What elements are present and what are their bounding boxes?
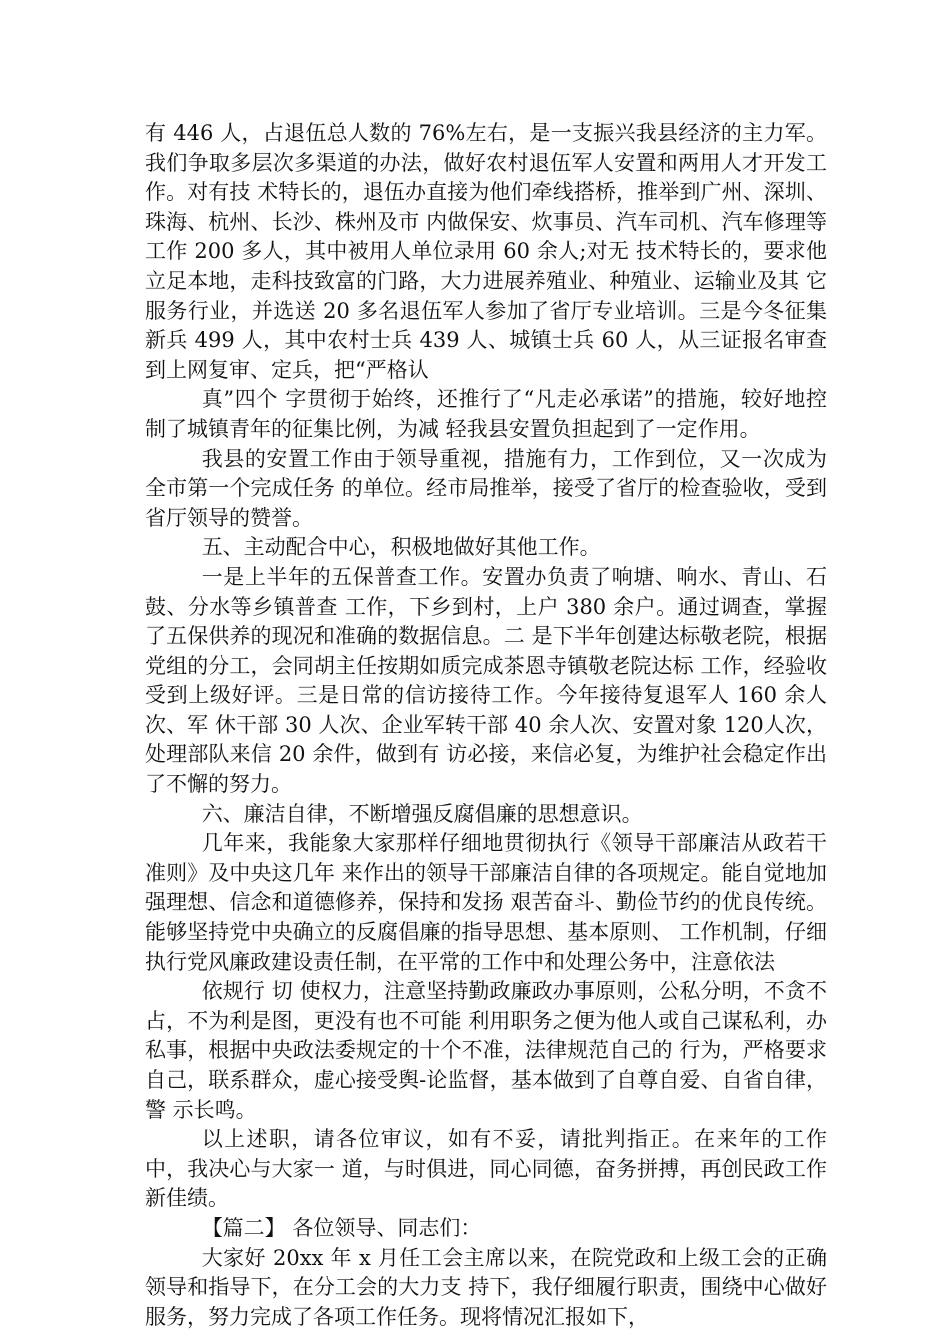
section-heading: 六、廉洁自律，不断增强反腐倡廉的思想意识。 <box>201 801 643 826</box>
paragraph: 真”四个 字贯彻于始终，还推行了“凡走必承诺”的措施，较好地控制了城镇青年的征集比例，为减 轻我县安置负担起到了一定作用。 <box>145 387 827 441</box>
section-heading: 五、主动配合中心，积极地做好其他工作。 <box>201 535 601 560</box>
paragraph: 几年来，我能象大家那样仔细地贯彻执行《领导干部廉洁从政若干准则》及中央这几年 来作出的领导干部廉洁自律的各项规定。能自觉地加强理想、信念和道德修养，保持和发扬 艰苦奋斗、勤俭节约的优良传统。能够坚持党中央确立的反腐倡廉的指导思想、基本原则、 工作机制，仔细执行党风廉政建设责任制，在平常的工作中和处理公务中，注意依法 <box>145 831 827 974</box>
paragraph: 以上述职，请各位审议，如有不妥，请批判指正。在来年的工作中，我决心与大家一 道，与时俱进，同心同德，奋务拼搏，再创民政工作新佳绩。 <box>145 1127 827 1211</box>
paragraph: 大家好 20xx 年 x 月任工会主席以来，在院党政和上级工会的正确领导和指导下，在分工会的大力支 持下，我仔细履行职责，围绕中心做好服务，努力完成了各项工作任务。现将情况汇报如下， <box>145 1245 827 1329</box>
article-heading: 【篇二】 各位领导、同志们： <box>201 1215 482 1240</box>
paragraph: 有 446 人，占退伍总人数的 76%左右，是一支振兴我县经济的主力军。我们争取多层次多渠道的办法，做好农村退伍军人安置和两用人才开发工作。对有技 术特长的，退伍办直接为他们牵线搭桥，推举到广州、深圳、珠海、杭州、长沙、株州及市 内做保安、炊事员、汽车司机、汽车修理等工作 200 多人，其中被用人单位录用 60 余人;对无 技术特长的，要求他立足本地，走科技致富的门路，大力进展养殖业、种殖业、运输业及其 它服务行业，并选送 20 多名退伍军人参加了省厅专业培训。三是今冬征集新兵 499 人，其中农村士兵 439 人、城镇士兵 60 人，从三证报名审查到上网复审、定兵，把“严格认 <box>145 121 827 382</box>
paragraph: 依规行 切 使权力，注意坚持勤政廉政办事原则，公私分明，不贪不占，不为利是图，更没有也不可能 利用职务之便为他人或自己谋私利，办私事，根据中央政法委规定的十个不准，法律规范自己的 行为，严格要求自己，联系群众，虚心接受舆-论监督，基本做到了自尊自爱、自省自律，警 示长鸣。 <box>145 979 827 1122</box>
document-body <box>145 119 827 1332</box>
paragraph: 一是上半年的五保普查工作。安置办负责了响塘、响水、青山、石鼓、分水等乡镇普查 工作，下乡到村，上户 380 余户。通过调查，掌握了五保供养的现况和准确的数据信息。二 是下半年创建达标敬老院，根据党组的分工，会同胡主任按期如质完成茶恩寺镇敬老院达标 工作，经验收受到上级好评。三是日常的信访接待工作。今年接待复退军人 160 余人次、军 休干部 30 人次、企业军转干部 40 余人次、安置对象 120人次，处理部队来信 20 余件，做到有 访必接，来信必复，为维护社会稳定作出了不懈的努力。 <box>145 564 827 797</box>
paragraph: 我县的安置工作由于领导重视，措施有力，工作到位，又一次成为全市第一个完成任务 的单位。经市局推举，接受了省厅的检查验收，受到省厅领导的赞誉。 <box>145 446 827 530</box>
